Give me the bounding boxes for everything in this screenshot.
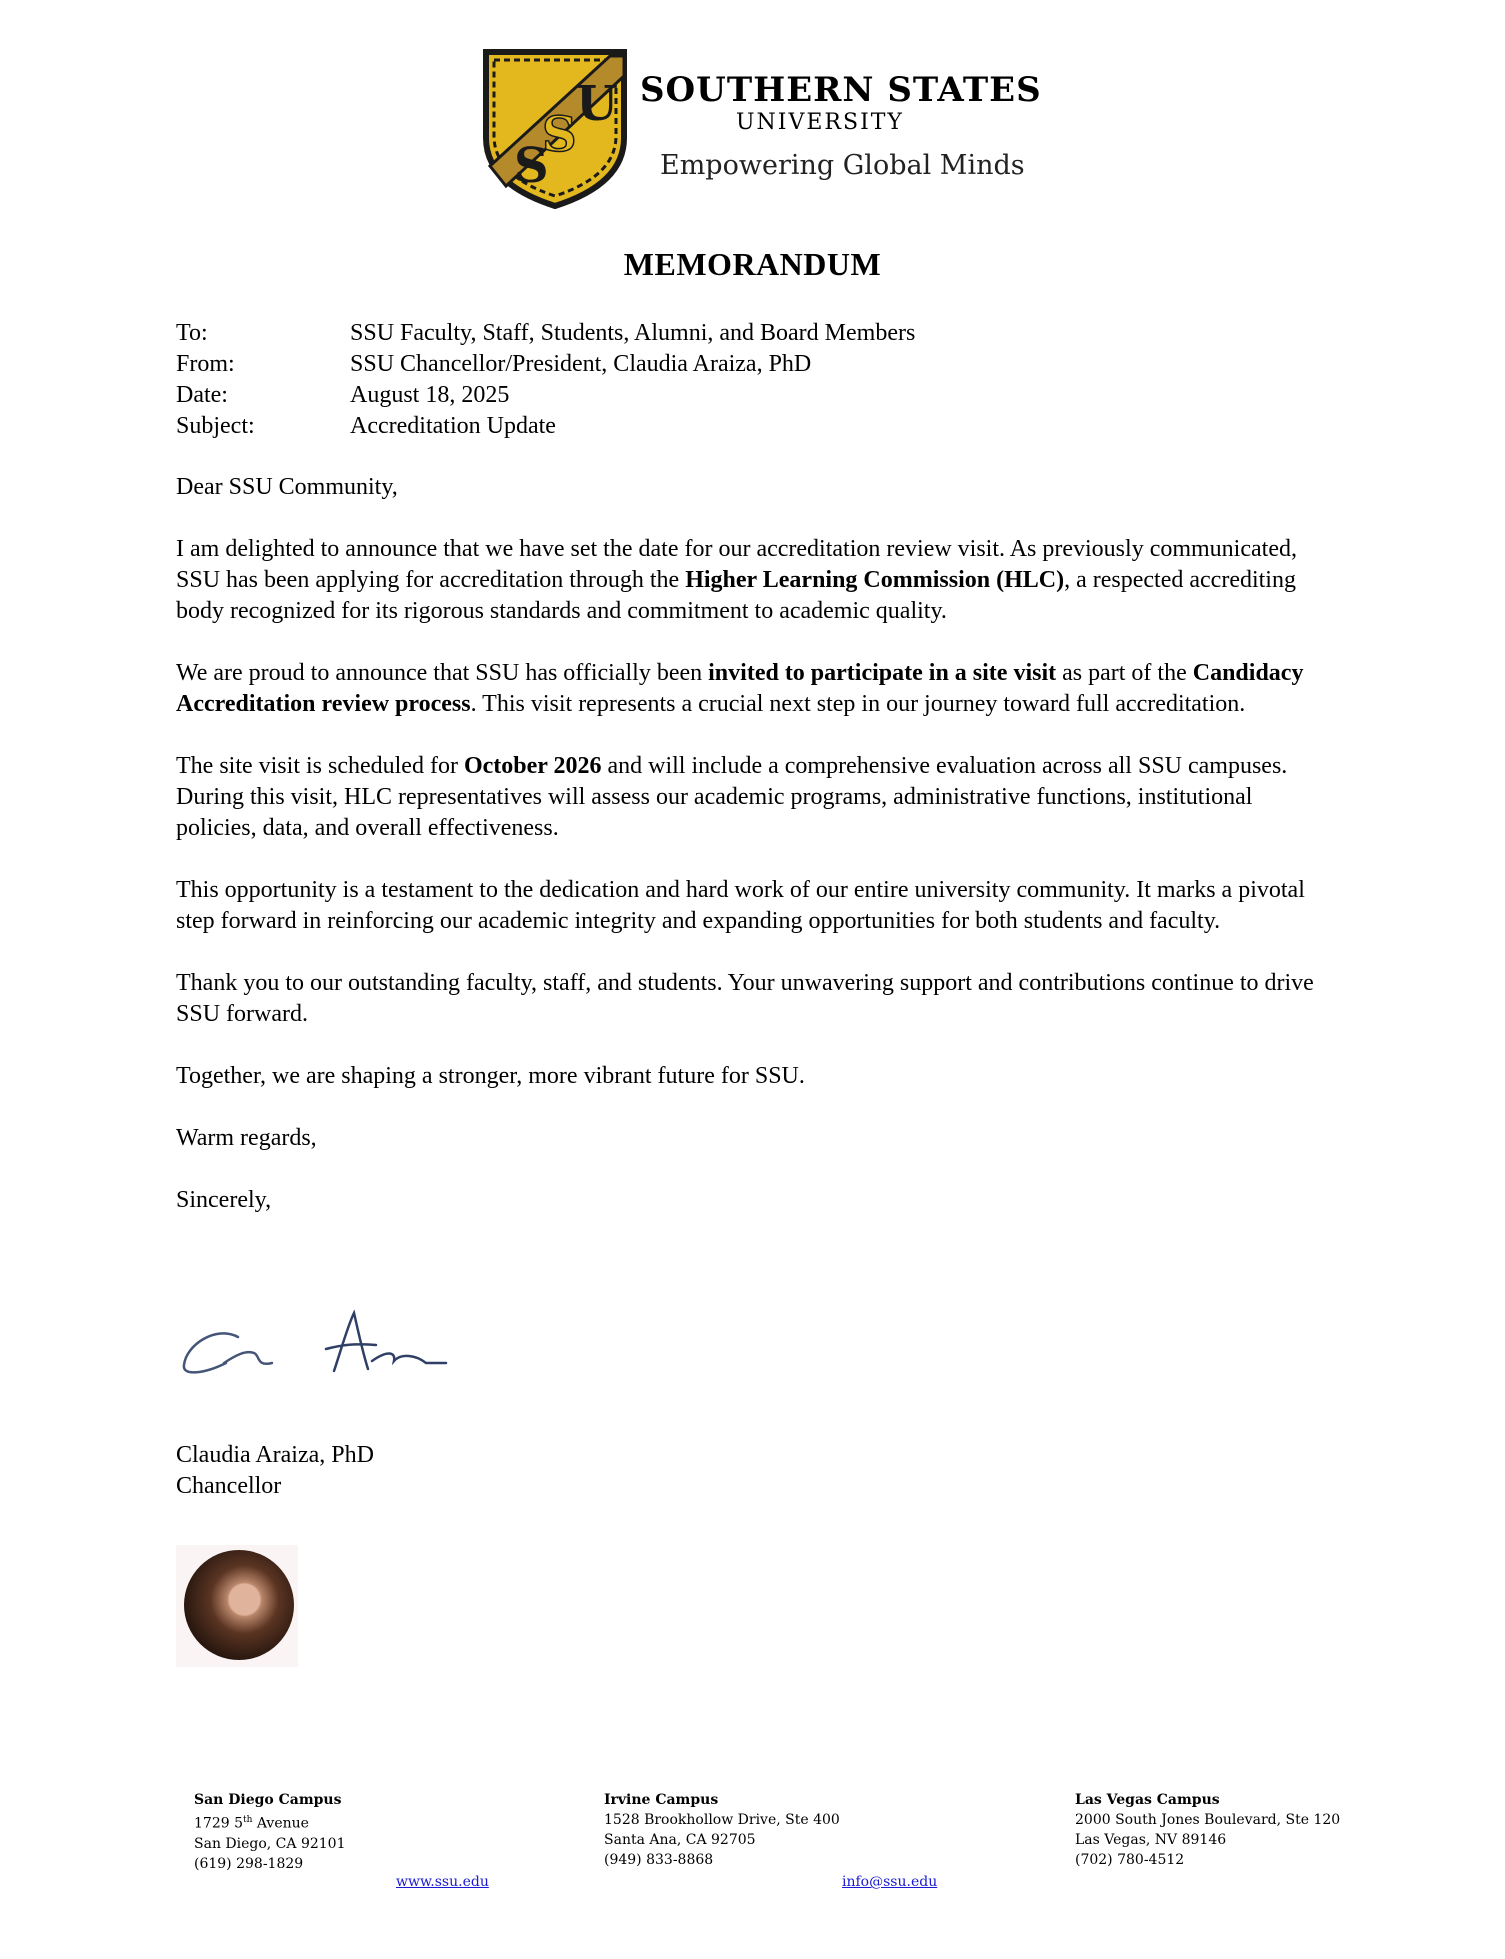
bold-text: Candidacy Accreditation review process [176, 660, 1304, 717]
email-link[interactable]: info@ssu.edu [842, 1874, 938, 1890]
signer-name: Claudia Araiza, PhD [176, 1442, 374, 1468]
logo-letter-1: S [514, 138, 549, 194]
letterhead [0, 40, 1505, 220]
text: . This visit represents a crucial next step in our journey toward full accreditation. [470, 691, 1246, 717]
text: We are proud to announce that SSU has officially been [176, 660, 709, 686]
closing-sincerely: Sincerely, [176, 1187, 272, 1213]
campus-city: San Diego, CA 92101 [194, 1835, 346, 1852]
campus-name: Las Vegas Campus [1075, 1792, 1220, 1808]
campus-phone: (702) 780-4512 [1075, 1852, 1185, 1868]
field-subject [176, 411, 915, 442]
paragraph-3 [176, 751, 1336, 844]
field-label: Subject: [176, 413, 255, 439]
field-label: To: [176, 320, 208, 346]
campus-phone: (949) 833-8868 [604, 1852, 714, 1868]
text: , a respected accrediting body recognized for its rigorous standards and commitment to academic quality. [176, 567, 1296, 624]
campus-city: Santa Ana, CA 92705 [604, 1832, 756, 1848]
handwritten-signature [176, 1305, 466, 1385]
text: as part of the [1056, 660, 1193, 686]
field-value: Accreditation Update [350, 413, 556, 439]
brand-text [640, 70, 1042, 181]
university-name: SOUTHERN STATES [640, 70, 1042, 110]
logo-letter-2: S [542, 107, 577, 163]
field-value: August 18, 2025 [350, 382, 510, 408]
greeting: Dear SSU Community, [176, 474, 398, 500]
campus-city: Las Vegas, NV 89146 [1075, 1832, 1227, 1848]
field-from [176, 349, 915, 380]
portrait-image [184, 1550, 294, 1660]
field-label: From: [176, 351, 235, 377]
university-subname: UNIVERSITY [736, 110, 904, 135]
field-date [176, 380, 915, 411]
field-to [176, 318, 915, 349]
campus-las-vegas [1075, 1790, 1340, 1870]
superscript: th [243, 1815, 253, 1825]
website-link[interactable]: www.ssu.edu [396, 1874, 489, 1890]
campus-address: 2000 South Jones Boulevard, Ste 120 [1075, 1812, 1341, 1828]
memo-title: MEMORANDUM [623, 246, 882, 282]
paragraph-1 [176, 534, 1336, 627]
campus-address: 1528 Brookhollow Drive, Ste 400 [604, 1812, 840, 1828]
text: The site visit is scheduled for [176, 753, 464, 779]
paragraph-5: Thank you to our outstanding faculty, staff, and students. Your unwavering support and contributions continue to drive SSU forward. [176, 970, 1314, 1027]
field-label: Date: [176, 382, 228, 408]
bold-text: invited to participate in a site visit [708, 660, 1057, 686]
campus-name: San Diego Campus [194, 1792, 342, 1808]
campus-phone: (619) 298-1829 [194, 1855, 304, 1872]
memo-fields [176, 318, 915, 442]
text: I am delighted to announce that we have set the date for our accreditation review visit. As previously communicated, SSU has been applying for accreditation through the [176, 536, 1297, 593]
campus-name: Irvine Campus [604, 1792, 719, 1808]
paragraph-2 [176, 658, 1336, 720]
logo-letter-3: U [576, 76, 618, 132]
text: 1729 5 [194, 1815, 243, 1832]
bold-text: October 2026 [463, 753, 602, 779]
tagline: Empowering Global Minds [660, 150, 1025, 181]
signer-title: Chancellor [176, 1473, 282, 1499]
paragraph-6: Together, we are shaping a stronger, more vibrant future for SSU. [176, 1063, 805, 1089]
ssu-shield-logo [480, 46, 630, 211]
campus-address [194, 1810, 346, 1834]
campus-san-diego [194, 1790, 346, 1874]
bold-text: Higher Learning Commission (HLC) [685, 567, 1065, 593]
signer-block [176, 1440, 374, 1502]
campus-irvine [604, 1790, 840, 1870]
field-value: SSU Chancellor/President, Claudia Araiza, PhD [350, 351, 812, 377]
field-value: SSU Faculty, Staff, Students, Alumni, and Board Members [350, 320, 916, 346]
closing-warm-regards: Warm regards, [176, 1125, 317, 1151]
memo-body [176, 472, 1336, 1247]
text: Avenue [252, 1815, 309, 1832]
text: and will include a comprehensive evaluation across all SSU campuses. During this visit, HLC representatives will assess our academic programs, administrative functions, institutional policies, data, and overall effectiveness. [176, 753, 1288, 841]
signer-photo [176, 1545, 298, 1667]
paragraph-4: This opportunity is a testament to the dedication and hard work of our entire university community. It marks a pivotal step forward in reinforcing our academic integrity and expanding opportunities for both students and faculty. [176, 877, 1305, 934]
